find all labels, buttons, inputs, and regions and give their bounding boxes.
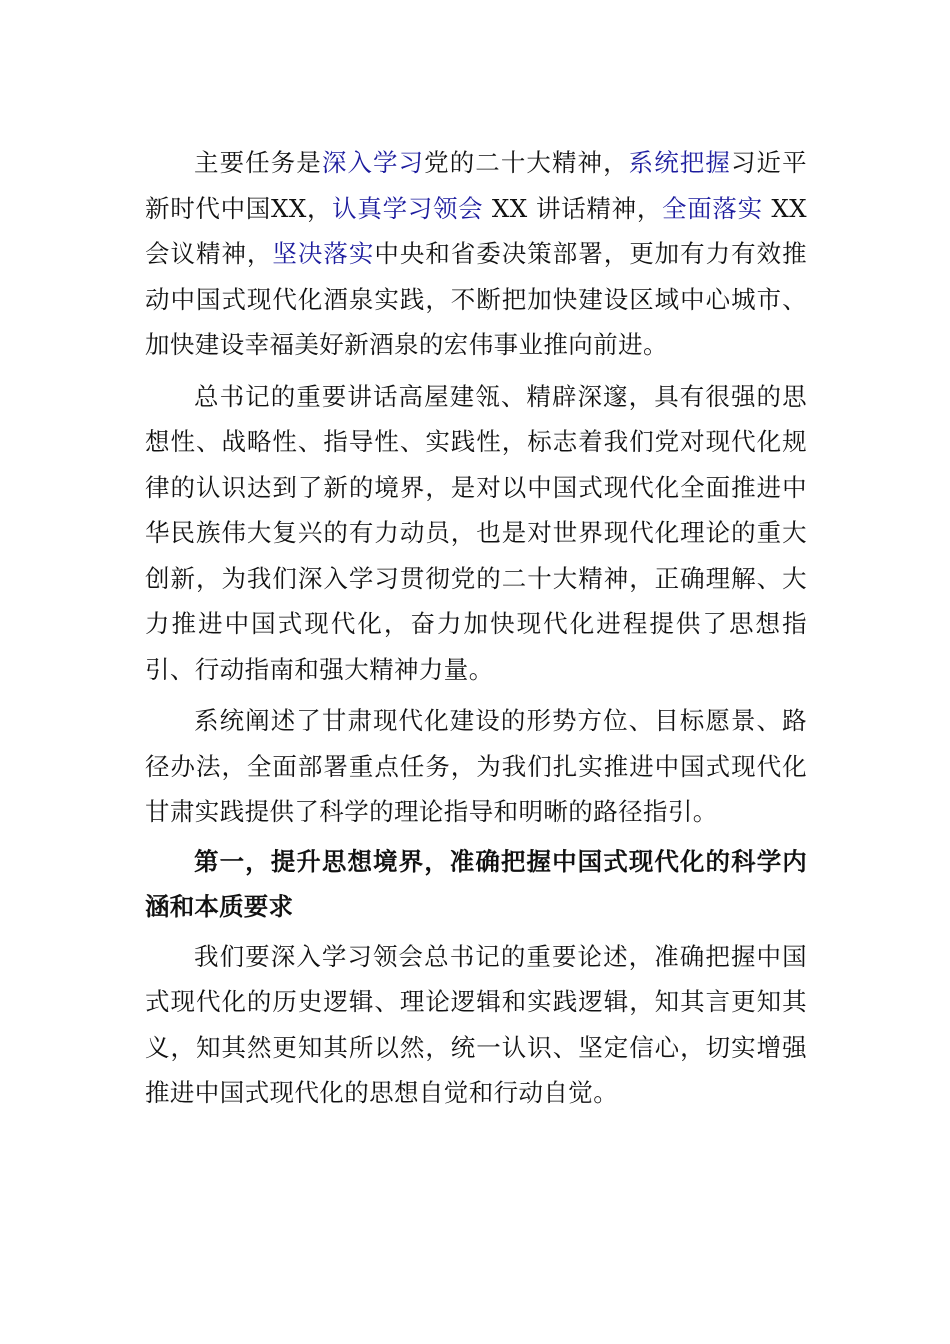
segment-text: 党的二十大精神， bbox=[424, 148, 629, 177]
highlight-keyword: 系统把握 bbox=[628, 148, 731, 177]
segment-text: 主要任务是 bbox=[194, 148, 322, 177]
highlight-keyword: 深入学习 bbox=[321, 148, 425, 177]
highlight-keyword: 认真学习领会 bbox=[332, 193, 484, 223]
paragraph-gansu-modernization: 系统阐述了甘肃现代化建设的形势方位、目标愿景、路径办法，全面部署重点任务，为我们扎实推进中国式现代化甘肃实践提供了科学的理论指导和明晰的路径指引。 bbox=[145, 706, 807, 826]
document-body bbox=[145, 140, 807, 1116]
section-heading-first: 第一，提升思想境界，准确把握中国式现代化的科学内涵和本质要求 bbox=[145, 846, 807, 921]
highlight-keyword: 全面落实 bbox=[662, 193, 763, 223]
segment-text: XX会议精神， bbox=[145, 193, 807, 268]
segment-text: 中央和省委决策部署，更加有力有效推动中国式现代化酒泉实践，不断把加快建设区域中心城市、加快建设幸福美好新酒泉的宏伟事业推向前进。 bbox=[145, 239, 807, 359]
segment-text: 习近平新时代中国XX， bbox=[145, 148, 807, 223]
paragraph-main-tasks bbox=[145, 140, 807, 368]
highlight-keyword: 坚决落实 bbox=[272, 239, 375, 268]
paragraph-speech-significance: 总书记的重要讲话高屋建瓴、精辟深邃，具有很强的思想性、战略性、指导性、实践性，标志着我们党对现代化规律的认识达到了新的境界，是对以中国式现代化全面推进中华民族伟大复兴的有力动员，也是对世界现代化理论的重大创新，为我们深入学习贯彻党的二十大精神，正确理解、大力推进中国式现代化，奋力加快现代化进程提供了思想指引、行动指南和强大精神力量。 bbox=[145, 381, 807, 684]
segment-text: XX 讲话精神， bbox=[483, 193, 663, 223]
paragraph-study-requirements: 我们要深入学习领会总书记的重要论述，准确把握中国式现代化的历史逻辑、理论逻辑和实践逻辑，知其言更知其义，知其然更知其所以然，统一认识、坚定信心，切实增强推进中国式现代化的思想自觉和行动自觉。 bbox=[145, 941, 807, 1107]
